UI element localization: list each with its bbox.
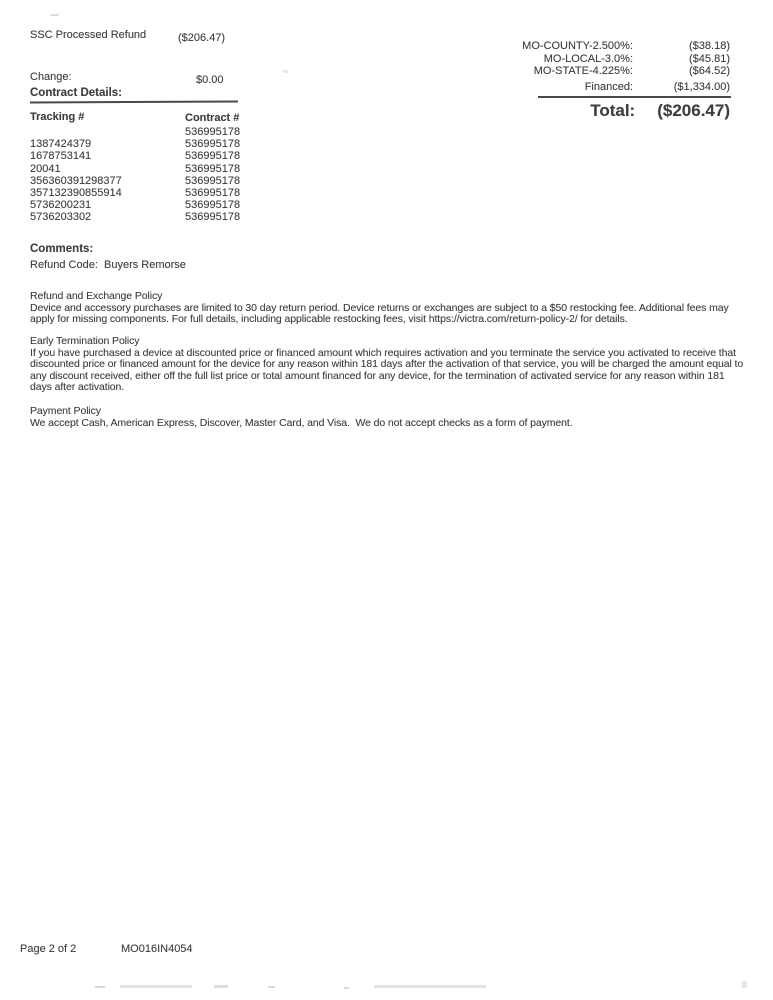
tax-summary-row (493, 40, 730, 53)
scan-artifact (95, 986, 105, 988)
table-row (30, 138, 310, 150)
tax-summary-row (493, 53, 730, 66)
contract-number-cell: 536995178 (185, 187, 241, 200)
policy-block (30, 336, 746, 394)
contract-table (30, 126, 310, 224)
contract-number-cell: 536995178 (185, 162, 241, 175)
ssc-processed-refund-value: ($206.47) (178, 32, 226, 44)
policy-title: Early Termination Policy (30, 335, 140, 347)
table-row (30, 211, 310, 223)
scan-artifact (742, 981, 747, 988)
scan-artifact (374, 985, 486, 988)
document-id: MO016IN4054 (121, 943, 193, 955)
policy-title: Refund and Exchange Policy (30, 290, 163, 302)
scan-artifact (120, 985, 192, 988)
tracking-number-cell: 5736200231 (30, 199, 92, 212)
contract-details-heading: Contract Details: (30, 87, 123, 99)
scan-artifact (50, 14, 59, 17)
tax-row-label: MO-STATE-4.225%: (533, 65, 633, 78)
contract-column-header: Contract # (185, 112, 240, 124)
policy-block (30, 406, 746, 429)
tracking-number-cell: 356360391298377 (30, 174, 122, 187)
table-row (30, 175, 310, 187)
total-rule (538, 96, 731, 98)
policy-body: We accept Cash, American Express, Discover, Master Card, and Visa. We do not accept checks as a form of payment. (30, 416, 573, 429)
tracking-column-header: Tracking # (30, 111, 85, 123)
policy-block (30, 291, 746, 326)
total-row (430, 101, 730, 121)
ssc-processed-refund-label: SSC Processed Refund (30, 29, 147, 41)
tax-row-value: ($38.18) (689, 40, 730, 52)
tax-row-value: ($1,334.00) (673, 80, 730, 93)
total-value: ($206.47) (657, 101, 730, 120)
table-row (30, 150, 310, 162)
table-row (30, 163, 310, 175)
tax-row-label: Financed: (584, 80, 633, 93)
change-label: Change: (30, 71, 72, 83)
comments-heading: Comments: (30, 243, 94, 255)
policy-body: If you have purchased a device at discounted price or financed amount which requires activation and you terminate the service you activated to receive that discounted price or financed amount for the device for any reason within 181 days after the activation of that service, you will be charged the amount equal to any discount received, either off the full list price or total amount financed for any device, for the termination of activated service for any reason within 181 days after activation. (30, 346, 746, 394)
policy-body: Device and accessory purchases are limited to 30 day return period. Device returns or exchanges are subject to a $50 restocking fee. Additional fees may apply for missing components. For full details, including applicable restocking fees, visit https://victra.com/return-policy-2/ for details. (30, 301, 732, 326)
change-value: $0.00 (196, 74, 224, 86)
scan-artifact (344, 987, 349, 989)
contract-details-rule (30, 101, 238, 104)
scan-artifact (283, 70, 288, 73)
tracking-number-cell: 5736203302 (30, 211, 92, 224)
tracking-number-cell: 1678753141 (30, 150, 92, 163)
tracking-number-cell: 20041 (30, 162, 61, 175)
tax-row-label: MO-LOCAL-3.0%: (543, 52, 633, 65)
contract-number-cell: 536995178 (185, 138, 241, 151)
page-number: Page 2 of 2 (20, 943, 77, 955)
contract-number-cell: 536995178 (185, 199, 241, 212)
contract-number-cell: 536995178 (185, 174, 241, 187)
scan-artifact (268, 986, 275, 988)
total-label: Total: (590, 101, 636, 120)
table-row (30, 187, 310, 199)
scan-artifact (214, 985, 228, 988)
tax-summary-rows (493, 40, 730, 93)
tax-row-value: ($64.52) (689, 65, 730, 78)
tracking-number-cell: 1387424379 (30, 138, 92, 151)
table-row (30, 126, 310, 138)
table-row (30, 199, 310, 211)
policy-title: Payment Policy (30, 405, 101, 417)
tax-summary-row (493, 65, 730, 78)
tax-summary-row (493, 81, 730, 94)
tracking-number-cell (30, 126, 185, 138)
refund-code-line: Refund Code: Buyers Remorse (30, 259, 186, 271)
tracking-number-cell: 357132390855914 (30, 187, 122, 200)
contract-number-cell: 536995178 (185, 126, 241, 138)
tax-row-label: MO-COUNTY-2.500%: (522, 40, 633, 52)
contract-number-cell: 536995178 (185, 211, 241, 224)
tax-row-value: ($45.81) (689, 52, 730, 65)
contract-number-cell: 536995178 (185, 150, 241, 163)
